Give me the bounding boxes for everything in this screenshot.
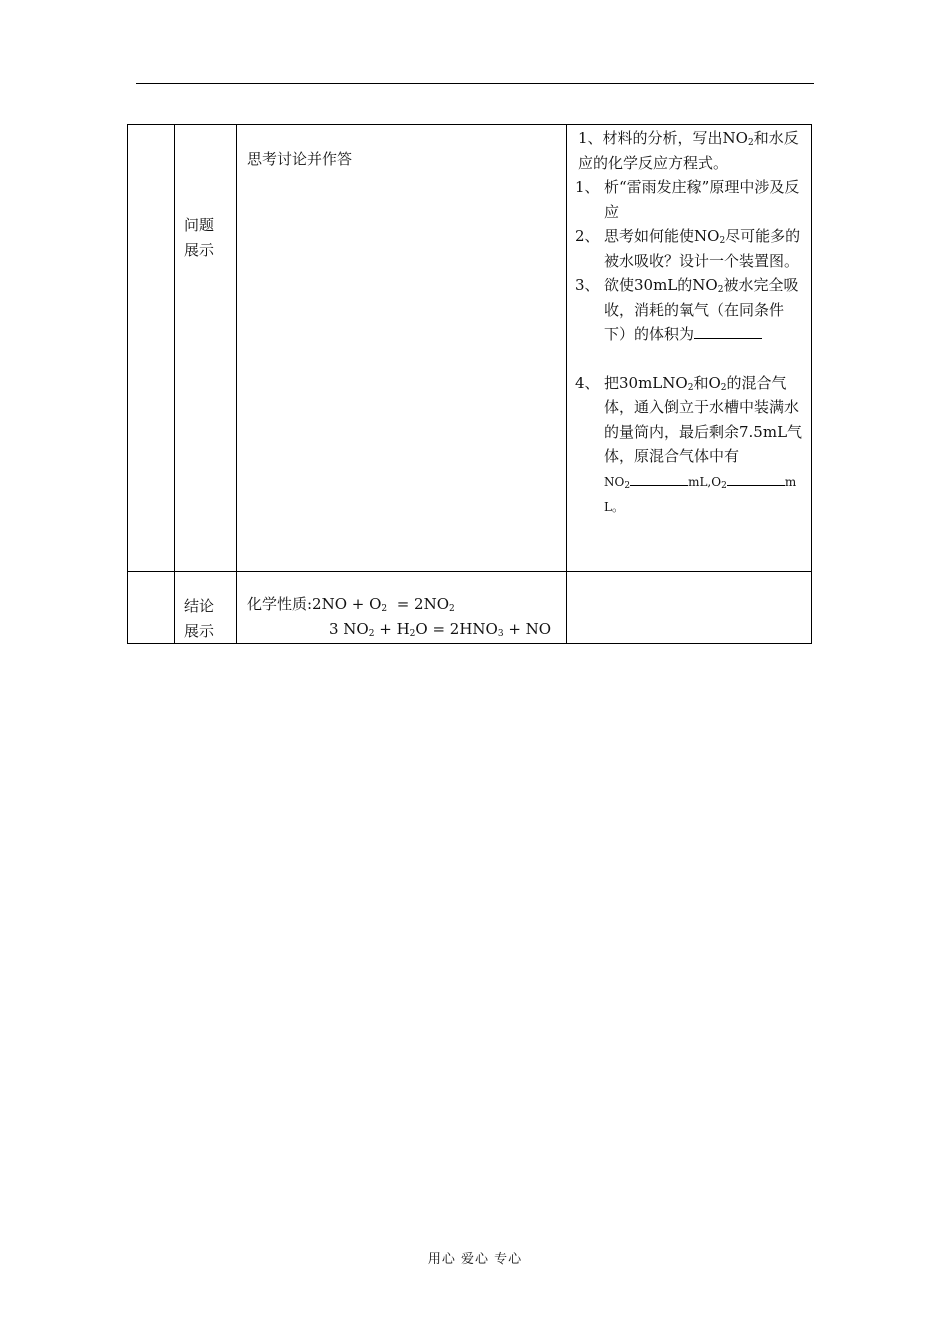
answer-blank-no2[interactable] (630, 473, 688, 486)
header-rule (136, 83, 814, 84)
question-list-cell (567, 125, 812, 572)
row-label-cell (175, 572, 237, 644)
row-label-conclusion-line1: 结论 (184, 597, 215, 615)
table-row-question (128, 125, 812, 572)
empty-cell (567, 572, 812, 644)
activity-text: 思考讨论并作答 (247, 150, 353, 168)
activity-cell (237, 125, 567, 572)
question-item-3: 2、 思考如何能使$NO_2$尽可能多的被水吸收？设计一个装置图。 (575, 227, 801, 270)
blank-column-cell (128, 125, 175, 572)
row-label-question-line2: 展示 (184, 240, 215, 259)
blank-column-cell (128, 572, 175, 644)
question-item-2: 1、 析“雷雨发庄稼”原理中涉及反应 (575, 178, 800, 221)
page-footer: 用心 爱心 专心 (427, 1252, 523, 1267)
question-item-1: 1、材料的分析，写出$NO_2$和水反应的化学反应方程式。 (578, 129, 799, 172)
question-item-4: 3、 欲使30mL的$NO_2$被水完全吸收，消耗的氧气（在同条件下）的体积为 (575, 276, 799, 343)
table-row-conclusion (128, 572, 812, 644)
formula-line-2: 3 $NO_2 + H_2O = 2HNO_3$ + NO (329, 619, 552, 639)
row-label-conclusion-line2: 展示 (184, 621, 215, 640)
lesson-table (127, 124, 812, 644)
question-item-5: 4、 把30mLNO$_2$和$O_2$的混合气体，通入倒立于水槽中装满水的量筒内，最后剩余7.5mL气体，原混合气体中有 $NO_2$ $mL,O_2$ m L。 (575, 373, 803, 514)
answer-blank-volume[interactable] (694, 323, 762, 339)
row-label-question-line1: 问题 (184, 216, 215, 234)
formula-line-1: 化学性质:2NO + $O_2 = 2NO_2$ (247, 595, 455, 614)
formula-cell (237, 572, 567, 644)
row-label-cell (175, 125, 237, 572)
answer-blank-o2[interactable] (727, 473, 785, 486)
